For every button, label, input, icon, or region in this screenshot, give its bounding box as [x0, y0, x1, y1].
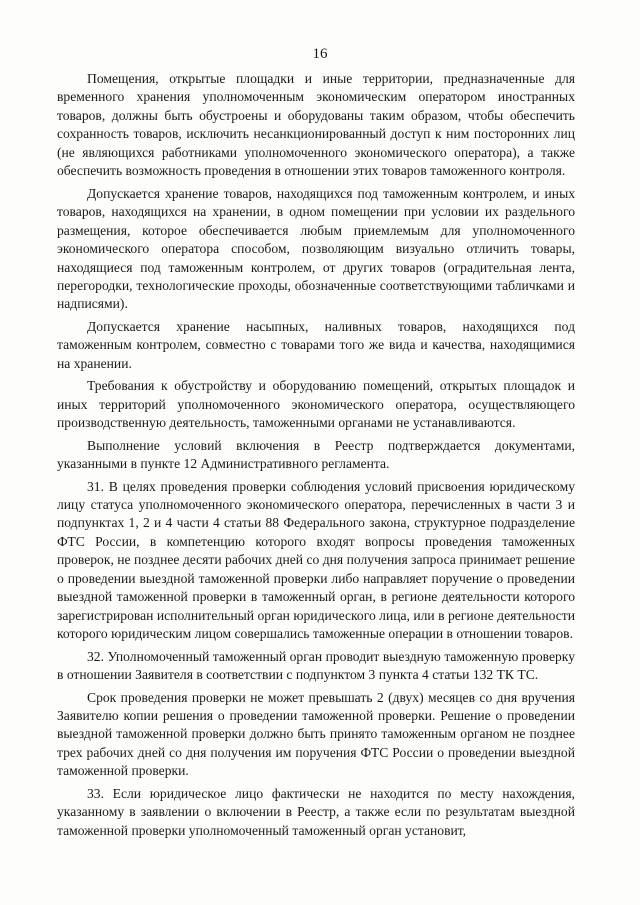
paragraph-registry-conditions: Выполнение условий включения в Реестр подтверждается документами, указанными в пункте 12 Административного регламента.: [57, 437, 575, 472]
paragraph-bulk-goods: Допускается хранение насыпных, наливных товаров, находящихся под таможенным контролем, совместно с товарами того же вида и качества, находящимися на хранении.: [57, 318, 575, 371]
paragraph-production-requirements: Требования к обустройству и оборудованию помещений, открытых площадок и иных территорий уполномоченного экономического оператора, осуществляющего производственную деятельность, таможенными органами не устанавливаются.: [57, 378, 575, 431]
paragraph-clause-31: 31. В целях проведения проверки соблюдения условий присвоения юридическому лицу статуса уполномоченного экономического оператора, перечисленных в части 3 и подпунктах 1, 2 и 4 части 4 статьи 88 Федерального закона, структурное подразделение ФТС России, в компетенцию которого входят вопросы проведения таможенных проверок, не позднее десяти рабочих дней со дня получения запроса принимает решение о проведении выездной таможенной проверки либо направляет поручение о проведении выездной таможенной проверки в таможенный орган, в регионе деятельности которого зарегистрирован исполнительный орган юридического лица, или в регионе деятельности которого юридическим лицом совершались таможенные операции в отношении товаров.: [57, 478, 575, 642]
paragraph-clause-32: 32. Уполномоченный таможенный орган проводит выездную таможенную проверку в отношении Заявителя в соответствии с подпунктом 3 пункта 4 статьи 132 ТК ТС.: [57, 648, 575, 683]
paragraph-clause-33: 33. Если юридическое лицо фактически не находится по месту нахождения, указанному в заявлении о включении в Реестр, а также если по результатам выездной таможенной проверки уполномоченный таможенный орган установит,: [57, 785, 575, 838]
document-body: [57, 70, 575, 844]
paragraph-separate-storage: Допускается хранение товаров, находящихся под таможенным контролем, и иных товаров, находящихся на хранении, в одном помещении при условии их раздельного размещения, которое обеспечивается любым приемлемым для уполномоченного экономического оператора способом, позволяющим визуально отличить товары, находящиеся под таможенным контролем, от других товаров (оградительная лента, перегородки, технологические проходы, обозначенные соответствующими табличками и надписями).: [57, 185, 575, 312]
paragraph-inspection-term: Срок проведения проверки не может превышать 2 (двух) месяцев со дня вручения Заявителю копии решения о проведении таможенной проверки. Решение о проведении выездной таможенной проверки должно быть принято таможенным органом не позднее трех рабочих дней со дня получения им поручения ФТС России о проведении выездной таможенной проверки.: [57, 689, 575, 779]
page-number: 16: [312, 46, 328, 62]
paragraph-storage-premises: Помещения, открытые площадки и иные территории, предназначенные для временного хранения уполномоченным экономическим оператором иностранных товаров, должны быть обустроены и оборудованы таким образом, чтобы обеспечить сохранность товаров, исключить несанкционированный доступ к ним посторонних лиц (не являющихся работниками уполномоченного экономического оператора), а также обеспечить возможность проведения в отношении этих товаров таможенного контроля.: [57, 71, 575, 179]
